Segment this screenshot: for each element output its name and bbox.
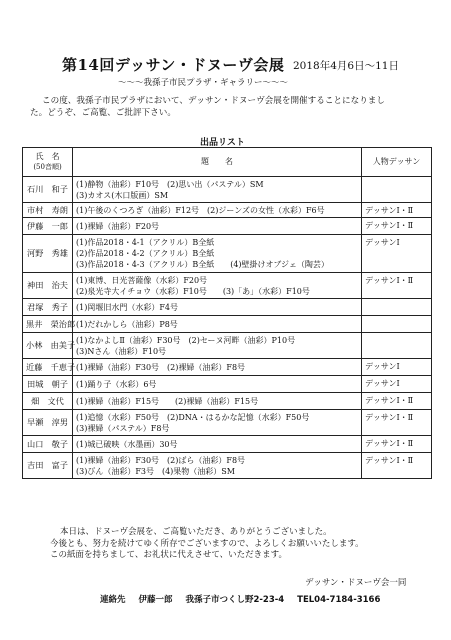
table-row — [23, 453, 432, 479]
list-heading: 出品リスト — [200, 138, 245, 148]
dessin-class — [362, 333, 432, 359]
artwork-line: (1)午後のくつろぎ（油彩）F12号 (2)ジーンズの女性（水彩）F6号 — [76, 205, 325, 215]
entry-list-table — [22, 147, 432, 479]
thanks-line: この紙面を持ちまして、お礼状に代えさせて、いただきます。 — [50, 550, 287, 560]
works-column-header: 題 名 — [73, 148, 362, 177]
thanks-line: 今後とも、努力を続けてゆく所存でございますので、よろしくお願いいたします。 — [50, 538, 364, 549]
artwork-titles — [73, 333, 362, 359]
table-row — [23, 436, 432, 453]
table-row — [23, 333, 432, 359]
artwork-line: (1)城已破映（水墨画）30号 — [76, 439, 178, 449]
dessin-class: デッサンⅠ・Ⅱ — [362, 273, 432, 299]
artist-name: 市村 寿朗 — [23, 203, 73, 218]
dessin-column-header: 人物デッサン — [362, 148, 432, 177]
artwork-titles — [73, 453, 362, 479]
contact-info — [100, 593, 390, 605]
artwork-line: (1)なかよしⅡ（油彩）F30号 (2)セーヌ河畔（油彩）P10号 — [76, 335, 296, 345]
name-header-label: 氏 名 — [35, 152, 60, 161]
name-column-header — [23, 148, 73, 177]
name-header-sub: (50音順) — [33, 163, 62, 171]
artwork-line: (1)裸婦（油彩）F15号 (2)裸婦（油彩）F15号 — [76, 396, 259, 406]
artist-name: 小林 由美子 — [23, 333, 73, 359]
dessin-class: デッサンⅠ — [362, 359, 432, 376]
thanks-line: 本日は、ドヌーヴ会展を、ご高覧いただき、ありがとうございました。 — [60, 527, 332, 537]
table-row — [23, 203, 432, 218]
artwork-titles — [73, 359, 362, 376]
artwork-line: (1)だれかしら（油彩）P8号 — [76, 319, 178, 329]
artwork-line: (3)Nさん（油彩）F10号 — [76, 346, 167, 356]
table-row — [23, 316, 432, 333]
artwork-line: (1)裸婦（油彩）F30号 (2)ばら（油彩）F8号 — [76, 455, 246, 465]
dessin-class — [362, 177, 432, 203]
artwork-line: (1)追憶（水彩）F50号 (2)DNA・はるかな記憶（水彩）F50号 — [76, 412, 310, 422]
artwork-titles — [73, 299, 362, 316]
table-row — [23, 359, 432, 376]
artwork-line: (1)作品2018・4-1（アクリル）B全紙 — [76, 238, 215, 247]
artist-name: 河野 秀雄 — [23, 235, 73, 273]
artwork-titles — [73, 273, 362, 299]
artwork-line: (1)裸婦（油彩）F30号 (2)裸婦（油彩）F8号 — [76, 362, 246, 372]
artwork-line: (2)作品2018・4-2（アクリル）B全紙 — [76, 249, 215, 258]
table-row — [23, 235, 432, 273]
artwork-line: (3)作品2018・4-3（アクリル）B全紙 (4)壁掛けオブジェ（陶芸） — [76, 260, 329, 269]
contact-tel: TEL04-7184-3166 — [297, 595, 381, 605]
artist-name: 君塚 秀子 — [23, 299, 73, 316]
dessin-class: デッサンⅠ・Ⅱ — [362, 436, 432, 453]
table-row — [23, 177, 432, 203]
artwork-line: (1)踊り子（水彩）6号 — [76, 379, 157, 389]
table-row — [23, 393, 432, 410]
artist-name: 山口 敬子 — [23, 436, 73, 453]
artist-name: 黒井 榮治郎 — [23, 316, 73, 333]
artwork-titles — [73, 316, 362, 333]
artwork-titles — [73, 177, 362, 203]
dessin-class: デッサンⅠ・Ⅱ — [362, 410, 432, 436]
table-row — [23, 273, 432, 299]
artwork-titles — [73, 436, 362, 453]
dessin-class: デッサンⅠ — [362, 235, 432, 273]
artwork-line: (2)泉光寺大イチョウ（水彩）F10号 (3)「あ」（水彩）F10号 — [76, 286, 310, 296]
artwork-titles — [73, 410, 362, 436]
exhibition-date: 2018年4月6日〜11日 — [293, 60, 399, 72]
table-row — [23, 218, 432, 235]
artwork-titles — [73, 235, 362, 273]
thanks-message — [50, 527, 410, 562]
artist-name: 伊藤 一郎 — [23, 218, 73, 235]
artist-name: 田城 朝子 — [23, 376, 73, 393]
artwork-titles — [73, 393, 362, 410]
artwork-titles — [73, 203, 362, 218]
artist-name: 神田 治夫 — [23, 273, 73, 299]
contact-label: 連絡先 — [100, 595, 126, 605]
artwork-line: (3)裸婦（パステル）F8号 — [76, 423, 170, 433]
venue-subtitle: 〜〜〜我孫子市民プラザ・ギャラリー〜〜〜 — [118, 78, 289, 88]
dessin-class — [362, 299, 432, 316]
dessin-class: デッサンⅠ・Ⅱ — [362, 203, 432, 218]
table-row — [23, 376, 432, 393]
intro-line: た。どうぞ、ご高覧、ご批評下さい。 — [30, 107, 176, 118]
artwork-line: (1)静物（油彩）F10号 (2)思い出（パステル）SM — [76, 179, 264, 189]
artwork-line: (1)東博、日光菩薩像（水彩）F20号 — [76, 275, 208, 285]
dessin-class: デッサンⅠ・Ⅱ — [362, 393, 432, 410]
artist-name: 畑 文代 — [23, 393, 73, 410]
contact-person: 伊藤一郎 — [138, 595, 173, 605]
intro-paragraph — [30, 96, 430, 119]
artwork-line: (3)カオス(木口版画）SM — [76, 190, 169, 200]
table-row — [23, 299, 432, 316]
exhibition-title: 第14回デッサン・ドヌーヴ会展 — [62, 56, 285, 74]
intro-line: この度、我孫子市民プラザにおいて、デッサン・ドヌーヴ会展を開催することになりまし — [42, 96, 385, 106]
artwork-line: (1)岡堰旧水門（水彩）F4号 — [76, 302, 178, 312]
artist-name: 石川 和子 — [23, 177, 73, 203]
table-row — [23, 410, 432, 436]
dessin-class: デッサンⅠ・Ⅱ — [362, 218, 432, 235]
artwork-titles — [73, 376, 362, 393]
dessin-class — [362, 316, 432, 333]
table-header-row — [23, 148, 432, 177]
artist-name: 早瀬 淳男 — [23, 410, 73, 436]
artwork-line: (3)びん（油彩）F3号 (4)果物（油彩）SM — [76, 466, 235, 476]
dessin-class: デッサンⅠ — [362, 376, 432, 393]
signature: デッサン・ドヌーヴ会一同 — [305, 578, 407, 588]
contact-address: 我孫子市つくし野2-23-4 — [185, 595, 285, 605]
dessin-class: デッサンⅠ・Ⅱ — [362, 453, 432, 479]
artist-name: 吉田 富子 — [23, 453, 73, 479]
artwork-line: (1)裸婦（油彩）F20号 — [76, 221, 160, 231]
artist-name: 近藤 千恵子 — [23, 359, 73, 376]
artwork-titles — [73, 218, 362, 235]
